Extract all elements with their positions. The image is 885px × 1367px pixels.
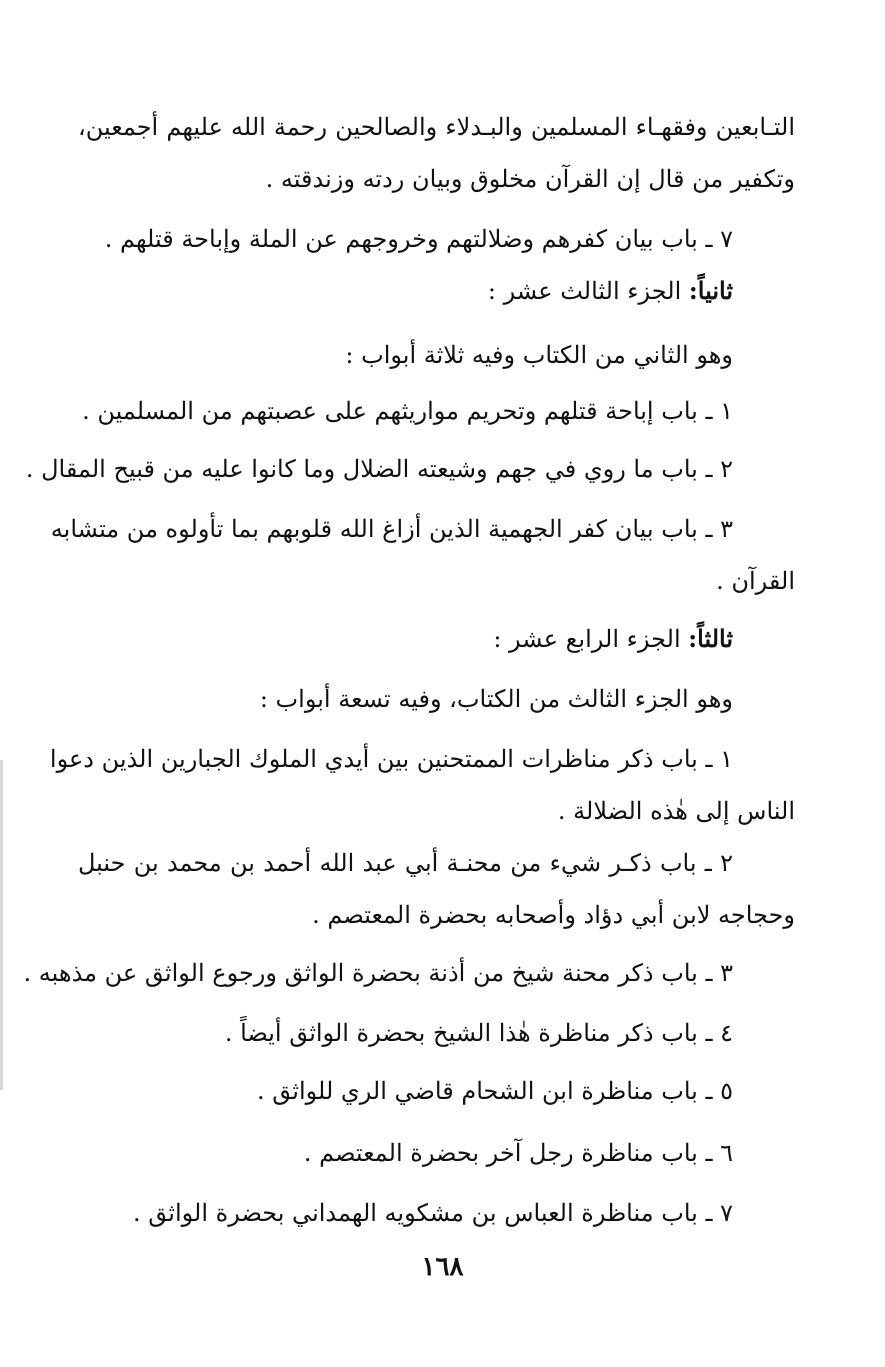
section-heading-second <box>78 274 733 308</box>
section-title-second: الجزء الثالث عشر : <box>487 277 682 305</box>
section-intro-second: وهو الثاني من الكتاب وفيه ثلاثة أبواب : <box>345 341 733 369</box>
chapter-item-7b: ٧ ـ باب مناظرة العباس بن مشكويه الهمداني بحضرة الواثق . <box>133 1199 733 1227</box>
text-line-1: التـابعين وفقهـاء المسلمين والبـدلاء والصالحين رحمة الله عليهم أجمعين، <box>78 113 795 141</box>
chapter-item-5b: ٥ ـ باب مناظرة ابن الشحام قاضي الري للواثق . <box>257 1077 733 1105</box>
chapter-item-1b: ١ ـ باب ذكر مناظرات الممتحنين بين أيدي الملوك الجبارين الذين دعوا <box>49 745 733 773</box>
chapter-item-3b: ٣ ـ باب ذكر محنة شيخ من أذنة بحضرة الواثق ورجوع الواثق عن مذهبه . <box>23 959 733 987</box>
chapter-item-3: ٣ ـ باب بيان كفر الجهمية الذين أزاغ الله قلوبهم بما تأولوه من متشابه <box>50 515 733 543</box>
chapter-item-2: ٢ ـ باب ما روي في جهم وشيعته الضلال وما كانوا عليه من قبيح المقال . <box>25 455 733 483</box>
section-label-second: ثانياً: <box>688 276 733 305</box>
text-line-2: وتكفير من قال إن القرآن مخلوق وبيان ردته وزندقته . <box>265 165 795 193</box>
chapter-item-6b: ٦ ـ باب مناظرة رجل آخر بحضرة المعتصم . <box>303 1139 733 1167</box>
section-heading-third <box>78 622 733 656</box>
chapter-item-4b: ٤ ـ باب ذكر مناظرة هٰذا الشيخ بحضرة الواثق أيضاً . <box>224 1019 733 1047</box>
chapter-item-1: ١ ـ باب إباحة قتلهم وتحريم مواريثهم على عصبتهم من المسلمين . <box>82 397 733 425</box>
chapter-item-3-cont: القرآن . <box>716 567 795 595</box>
page-edge-shadow <box>0 760 3 1090</box>
chapter-item-7: ٧ ـ باب بيان كفرهم وضلالتهم وخروجهم عن الملة وإباحة قتلهم . <box>104 225 733 253</box>
page-number: ١٦٨ <box>421 1252 464 1282</box>
section-title-third: الجزء الرابع عشر : <box>493 625 681 653</box>
section-label-third: ثالثاً: <box>688 624 733 653</box>
chapter-item-1b-cont: الناس إلى هٰذه الضلالة . <box>557 797 795 825</box>
chapter-item-2b-cont: وحجاجه لابن أبي دؤاد وأصحابه بحضرة المعتصم . <box>312 901 795 929</box>
section-intro-third: وهو الجزء الثالث من الكتاب، وفيه تسعة أبواب : <box>259 685 733 713</box>
chapter-item-2b: ٢ ـ باب ذكـر شيء من محنـة أبي عبد الله أحمد بن محمد بن حنبل <box>78 849 733 877</box>
